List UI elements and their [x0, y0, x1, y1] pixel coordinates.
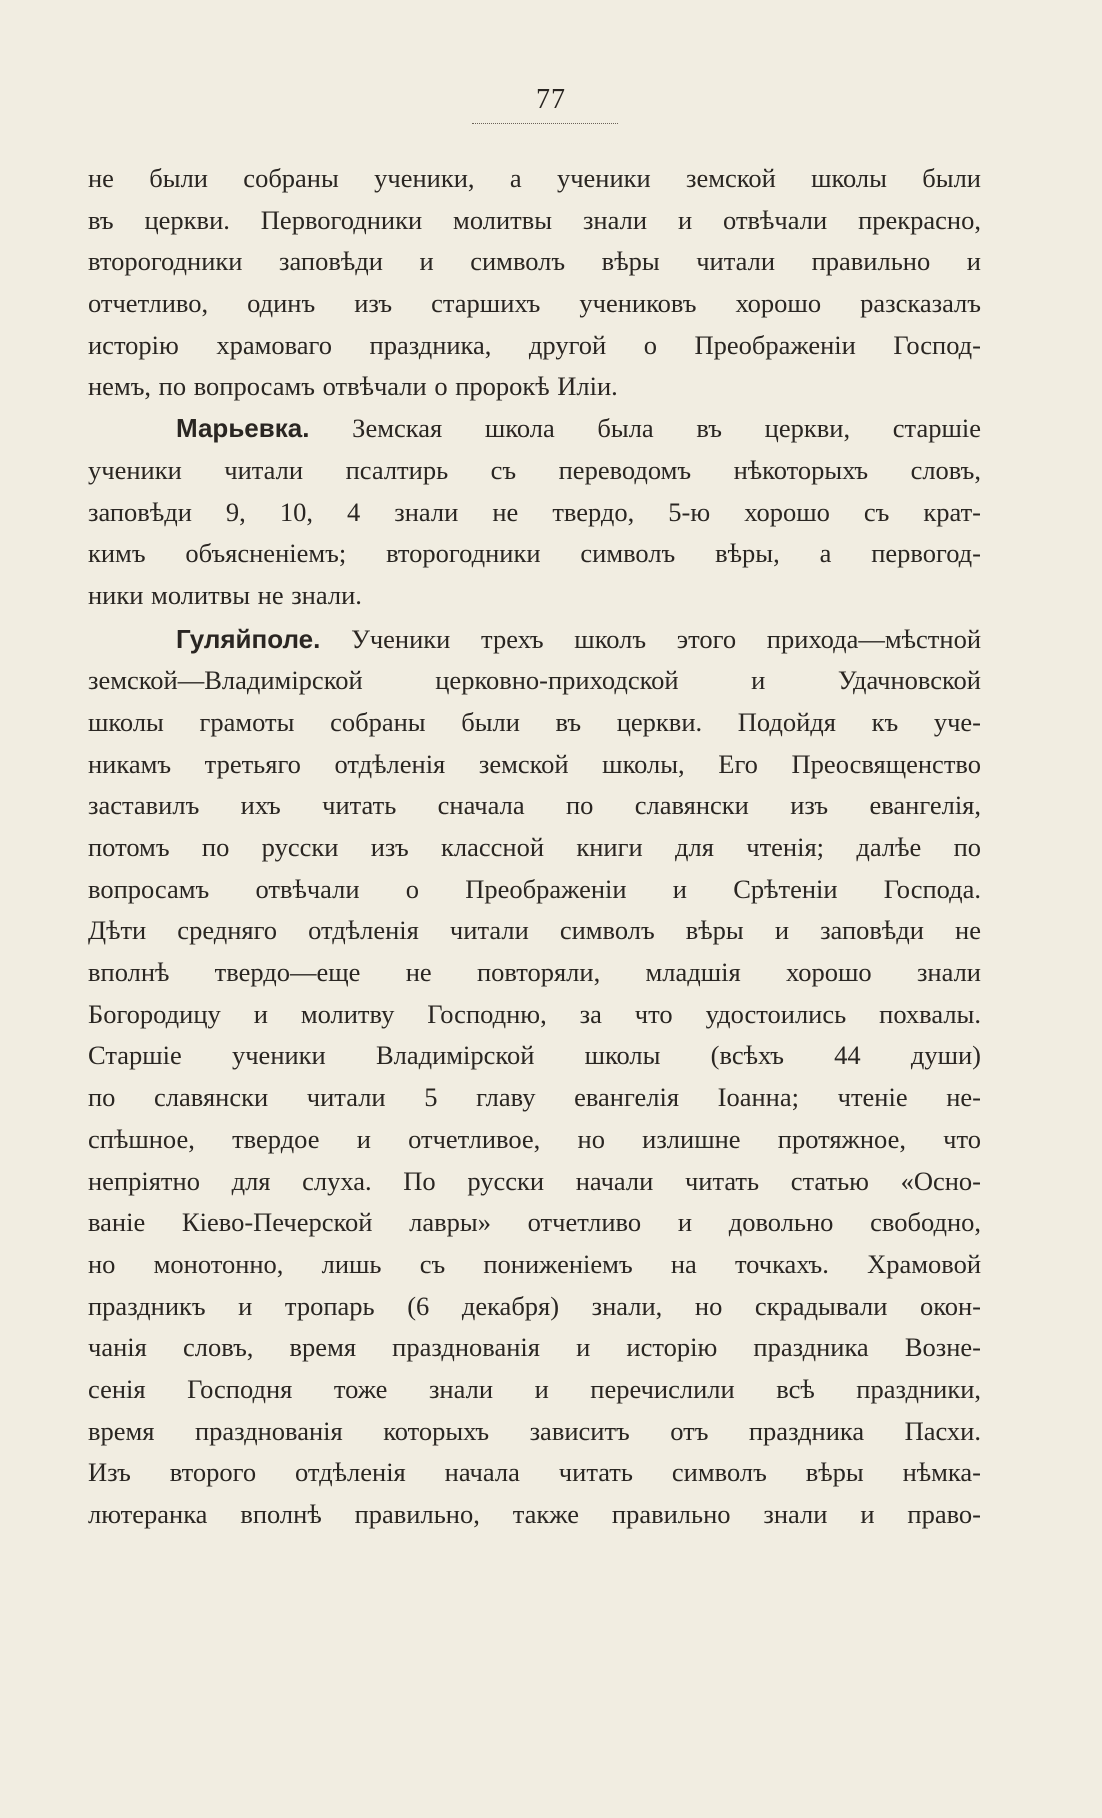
text-line: сенія Господня тоже знали и перечислили всѣ праздники,	[88, 1373, 981, 1404]
text-line: немъ, по вопросамъ отвѣчали о пророкѣ Иліи.	[88, 371, 618, 402]
text-line: непріятно для слуха. По русски начали читать статью «Осно-	[88, 1165, 981, 1196]
text-line: никамъ третьяго отдѣленія земской школы, Его Преосвященство	[88, 748, 981, 779]
place-heading: Марьевка.	[176, 413, 310, 444]
text-line: по славянски читали 5 главу евангелія Іоанна; чтеніе не-	[88, 1082, 981, 1113]
text-line: праздникъ и тропарь (6 декабря) знали, но скрадывали окон-	[88, 1290, 981, 1321]
text-line: Дѣти средняго отдѣленія читали символъ вѣры и заповѣди не	[88, 915, 981, 946]
text-line: заповѣди 9, 10, 4 знали не твердо, 5-ю хорошо съ крат-	[88, 496, 981, 527]
text-line: въ церкви. Первогодники молитвы знали и отвѣчали прекрасно,	[88, 204, 981, 235]
text-line: отчетливо, одинъ изъ старшихъ учениковъ хорошо разсказалъ	[88, 288, 981, 319]
paragraph-first-line	[88, 619, 981, 661]
text-line: второгодники заповѣди и символъ вѣры читали правильно и	[88, 246, 981, 277]
text-line: ученики читали псалтирь съ переводомъ нѣкоторыхъ словъ,	[88, 454, 981, 485]
text-line: но монотонно, лишь съ пониженіемъ на точкахъ. Храмовой	[88, 1248, 981, 1279]
text-line: Старшіе ученики Владимірской школы (всѣхъ 44 души)	[88, 1040, 981, 1071]
text-line: школы грамоты собраны были въ церкви. Подойдя къ уче-	[88, 706, 981, 737]
text-run: Ученики трехъ школъ этого прихода—мѣстной	[320, 623, 981, 654]
page-number: 77	[536, 84, 566, 115]
text-line: ники молитвы не знали.	[88, 579, 362, 610]
text-line: заставилъ ихъ читать сначала по славянски изъ евангелія,	[88, 790, 981, 821]
text-line: не были собраны ученики, а ученики земской школы были	[88, 163, 981, 193]
text-line: время празднованія которыхъ зависитъ отъ праздника Пасхи.	[88, 1415, 981, 1446]
paragraph-first-line	[88, 408, 981, 450]
text-line: потомъ по русски изъ классной книги для чтенія; далѣе по	[88, 832, 981, 862]
text-line: ваніе Кіево-Печерской лавры» отчетливо и довольно свободно,	[88, 1207, 981, 1238]
text-run: Земская школа была въ церкви, старшіе	[309, 413, 981, 444]
text-line: Богородицу и молитву Господню, за что удостоились похвалы.	[88, 998, 981, 1029]
body-text	[88, 158, 981, 1536]
text-line: Изъ второго отдѣленія начала читать символъ вѣры нѣмка-	[88, 1457, 981, 1488]
text-line: вопросамъ отвѣчали о Преображеніи и Срѣтеніи Господа.	[88, 873, 981, 904]
text-line: спѣшное, твердое и отчетливое, но излишне протяжное, что	[88, 1123, 981, 1154]
place-heading: Гуляйполе.	[176, 623, 321, 654]
text-line: лютеранка вполнѣ правильно, также правильно знали и право-	[88, 1499, 981, 1529]
text-line: кимъ объясненіемъ; второгодники символъ вѣры, а первогод-	[88, 538, 981, 569]
text-line: чанія словъ, время празднованія и исторію праздника Возне-	[88, 1332, 981, 1363]
text-line: вполнѣ твердо—еще не повторяли, младшія хорошо знали	[88, 957, 981, 988]
header-dotted-rule	[472, 123, 618, 124]
text-line: земской—Владимірской церковно-приходской и Удачновской	[88, 665, 981, 696]
text-line: исторію храмоваго праздника, другой о Преображеніи Господ-	[88, 329, 981, 360]
